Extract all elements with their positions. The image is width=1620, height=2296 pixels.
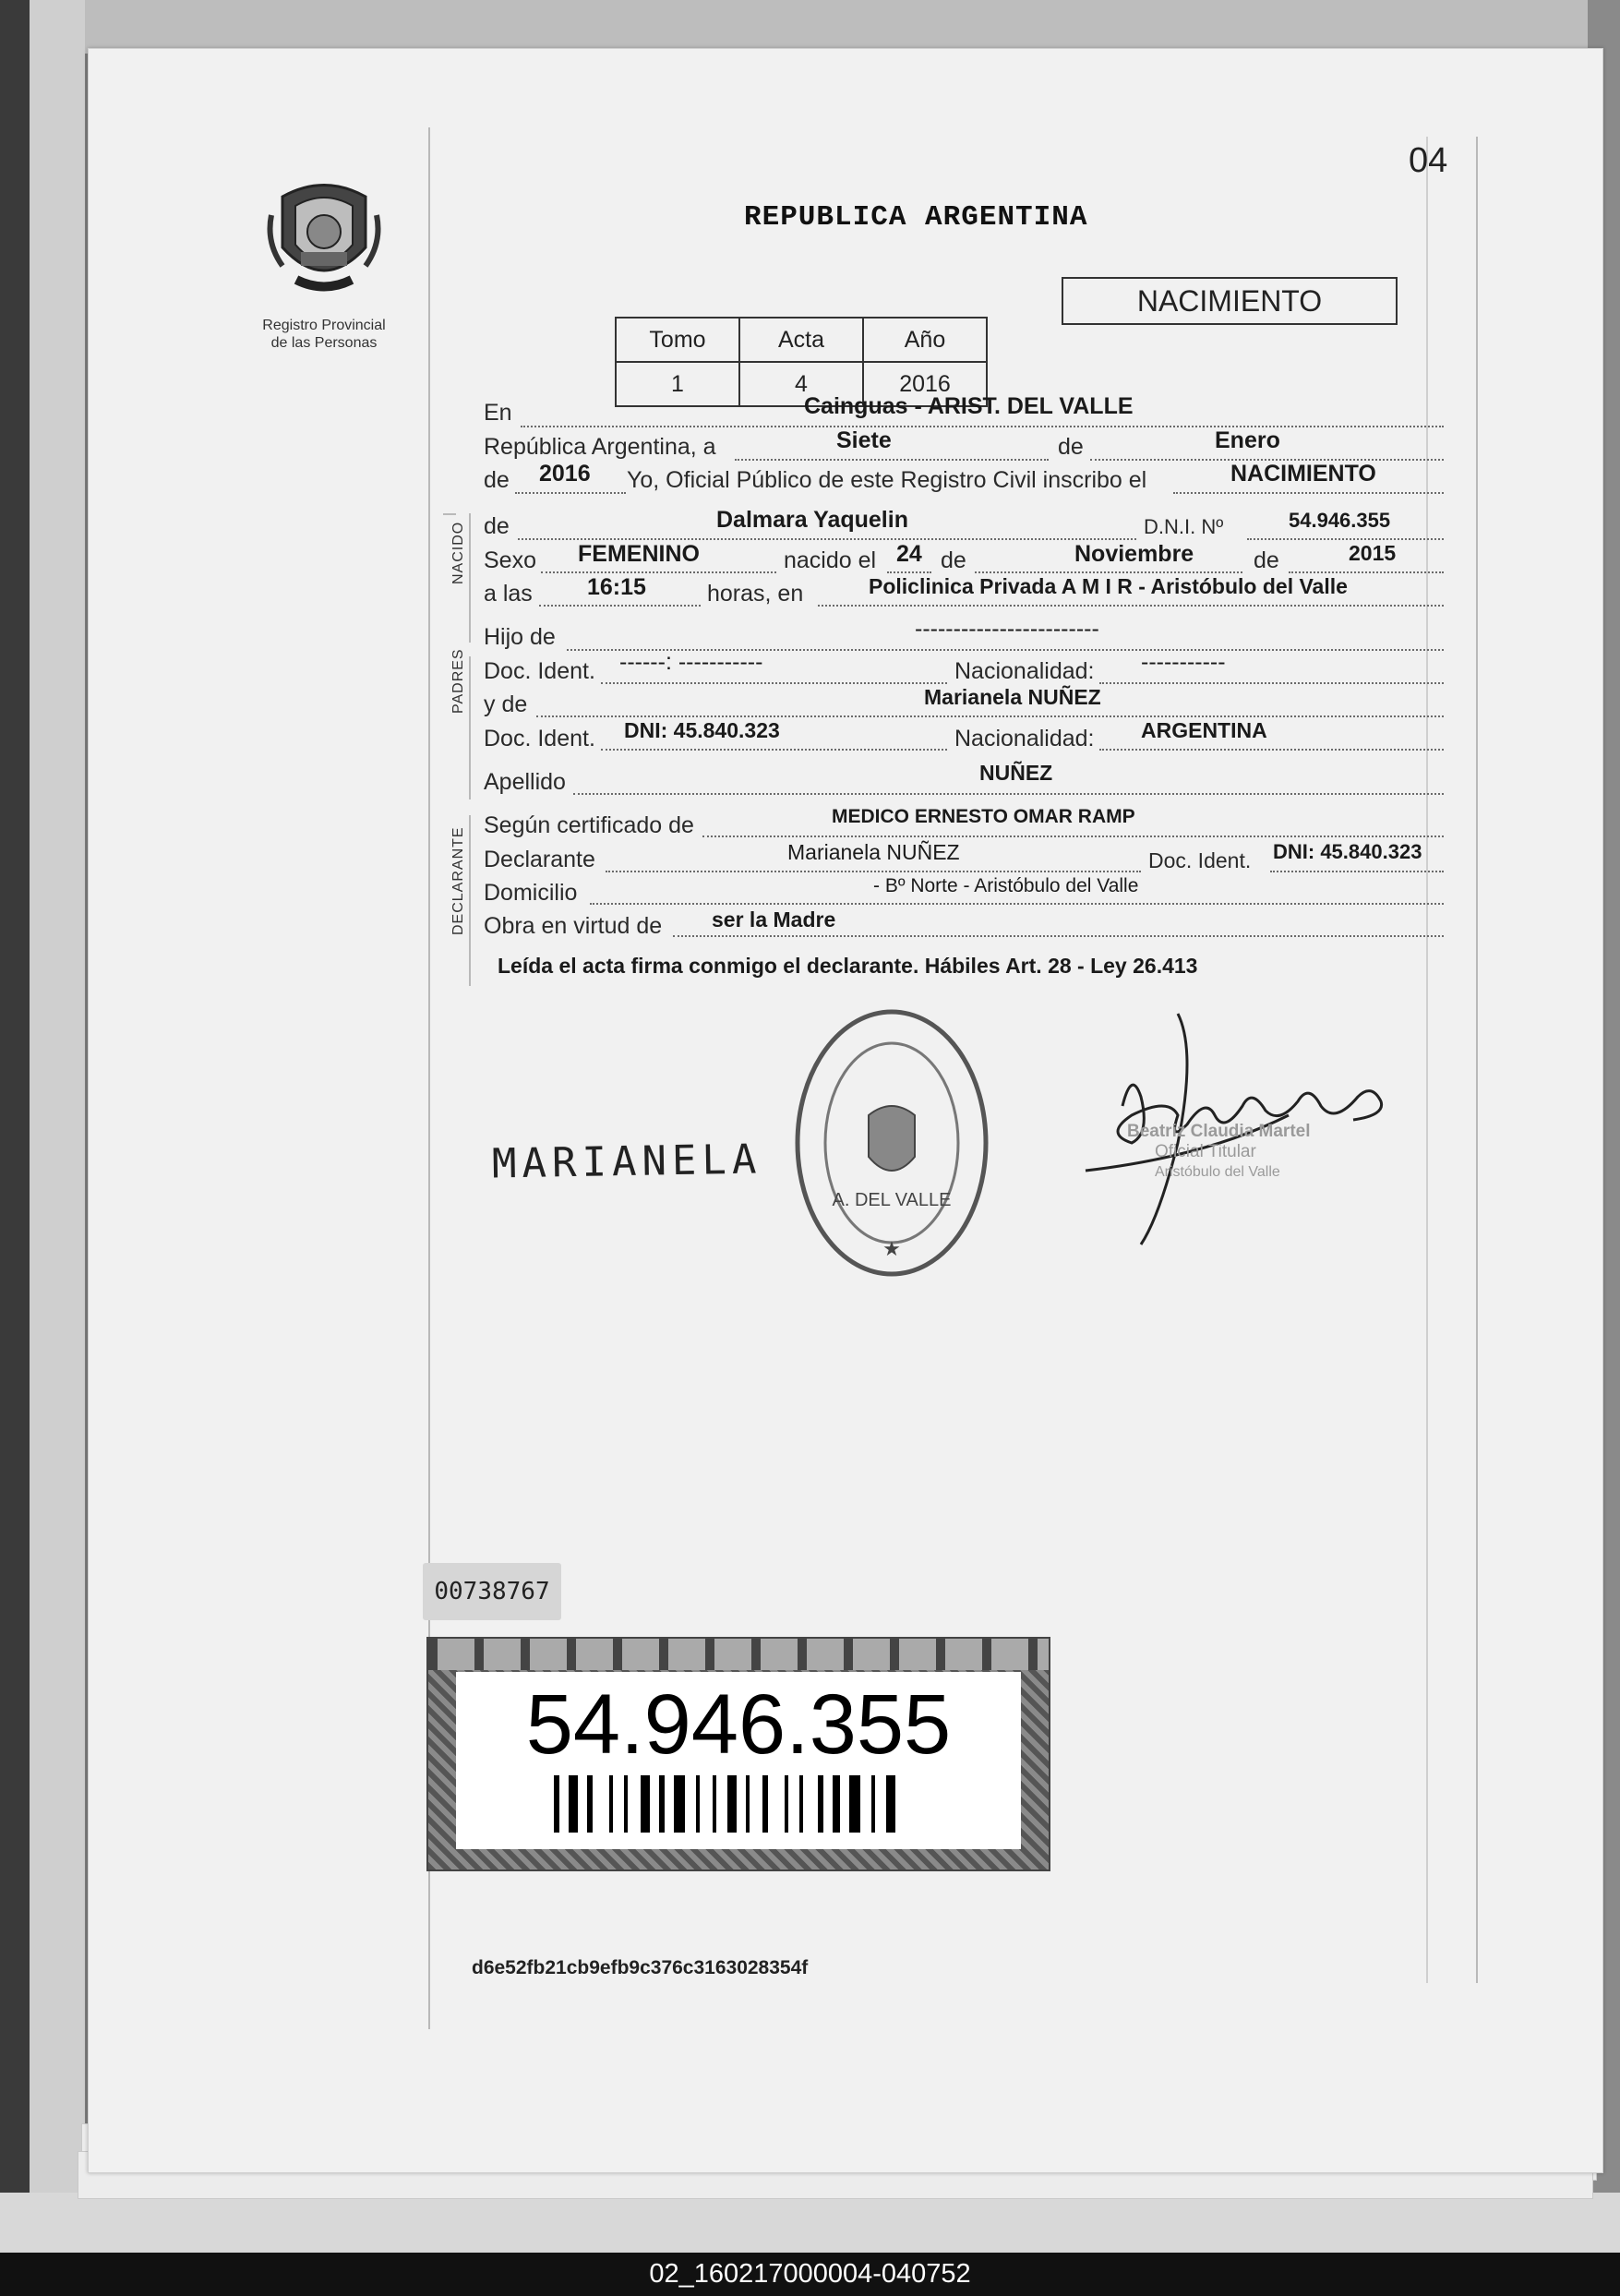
label-apellido: Apellido xyxy=(484,769,566,795)
dotted-line xyxy=(573,793,1444,795)
label-de-year: de xyxy=(484,467,510,493)
dotted-line xyxy=(539,605,701,607)
value-obra: ser la Madre xyxy=(712,908,836,932)
label-dni: D.N.I. Nº xyxy=(1144,515,1224,538)
value-father-nacionalidad: ----------- xyxy=(1141,649,1226,675)
label-certificado: Según certificado de xyxy=(484,812,694,838)
dotted-line xyxy=(515,492,626,494)
label-obra: Obra en virtud de xyxy=(484,913,663,939)
province-seal-logo xyxy=(264,178,384,298)
value-birth-year: 2015 xyxy=(1349,541,1397,565)
dotted-line xyxy=(673,935,1444,937)
dotted-line xyxy=(1247,538,1444,540)
dotted-line xyxy=(702,835,1444,837)
barcode-bar xyxy=(762,1775,768,1833)
dotted-line xyxy=(521,426,1444,427)
value-declarante: Marianela NUÑEZ xyxy=(787,840,960,864)
registry-header-0: Tomo xyxy=(616,318,739,362)
barcode-bar xyxy=(871,1775,875,1833)
barcode-bar xyxy=(587,1775,593,1833)
label-hijo-de: Hijo de xyxy=(484,624,556,650)
barcode-bar xyxy=(609,1775,613,1833)
value-dni: 54.946.355 xyxy=(1289,509,1391,532)
logo-caption xyxy=(236,317,412,352)
barcode-bar xyxy=(785,1775,788,1833)
registry-header-1: Acta xyxy=(739,318,863,362)
barcode-bar xyxy=(727,1775,737,1833)
barcode-bar xyxy=(641,1775,650,1833)
registry-table-header-row xyxy=(616,318,987,362)
value-year: 2016 xyxy=(539,461,591,487)
value-declarante-doc: DNI: 45.840.323 xyxy=(1273,840,1422,863)
logo-caption-line1: Registro Provincial xyxy=(262,318,386,333)
label-horas-en: horas, en xyxy=(707,581,804,607)
value-day: Siete xyxy=(836,427,892,453)
official-role: Oficial Titular xyxy=(1155,1142,1256,1161)
label-declarante: Declarante xyxy=(484,847,595,872)
barcode-bar xyxy=(818,1775,823,1833)
label-doc-ident-mother: Doc. Ident. xyxy=(484,726,595,751)
section-label-nacido: NACIDO xyxy=(450,521,466,584)
registry-header-2: Año xyxy=(863,318,987,362)
official-signature-caption xyxy=(1127,1122,1311,1183)
value-inscribo: NACIMIENTO xyxy=(1230,461,1376,487)
dotted-line xyxy=(1099,749,1444,751)
dotted-line xyxy=(536,715,1444,717)
barcode-bars xyxy=(554,1775,923,1833)
value-domicilio: - Bº Norte - Aristóbulo del Valle xyxy=(873,875,1139,896)
value-birth-day: 24 xyxy=(896,541,922,567)
dotted-line xyxy=(590,903,1444,905)
label-sexo: Sexo xyxy=(484,547,536,573)
registry-value-1: 4 xyxy=(739,362,863,406)
label-declarante-doc: Doc. Ident. xyxy=(1148,848,1252,872)
dotted-line xyxy=(735,459,1049,461)
label-nacionalidad-mother: Nacionalidad: xyxy=(954,726,1095,751)
text-oficial: Yo, Oficial Público de este Registro Civil inscribo el xyxy=(627,467,1147,493)
section-bracket-declarante xyxy=(469,815,471,986)
label-nacionalidad-father: Nacionalidad: xyxy=(954,658,1095,684)
barcode-bar xyxy=(799,1775,803,1833)
dotted-line xyxy=(518,538,1136,540)
value-sexo: FEMENINO xyxy=(578,541,700,567)
dotted-line xyxy=(818,605,1444,607)
stamp-inner-text: A. DEL VALLE xyxy=(832,1190,952,1210)
barcode-bar xyxy=(624,1775,628,1833)
section-bracket-padres xyxy=(469,656,471,799)
value-mother-name: Marianela NUÑEZ xyxy=(924,685,1101,709)
dotted-line xyxy=(1173,492,1444,494)
barcode-bar xyxy=(713,1775,716,1833)
barcode-number: 54.946.355 xyxy=(525,1677,952,1772)
scan-border-left-light xyxy=(30,0,85,2253)
dotted-line xyxy=(601,682,947,684)
value-child-name: Dalmara Yaquelin xyxy=(716,507,908,533)
barcode-bar xyxy=(554,1775,559,1833)
dotted-line xyxy=(1270,871,1444,872)
barcode-bar xyxy=(696,1775,700,1833)
header-title: REPUBLICA ARGENTINA xyxy=(744,201,1088,234)
section-label-padres: PADRES xyxy=(450,648,466,714)
label-y-de: y de xyxy=(484,691,528,717)
label-doc-ident-father: Doc. Ident. xyxy=(484,658,595,684)
dotted-line xyxy=(887,571,931,573)
serial-number-sticker: 00738767 xyxy=(423,1563,561,1620)
official-name: Beatriz Claudia Martel xyxy=(1127,1122,1311,1141)
value-father-doc: ------: ----------- xyxy=(619,649,763,675)
scan-border-left xyxy=(0,0,30,2253)
registry-value-2: 2016 xyxy=(863,362,987,406)
label-domicilio: Domicilio xyxy=(484,880,578,906)
label-nacido-el: nacido el xyxy=(784,547,877,573)
label-de-byear: de xyxy=(1254,547,1279,573)
value-apellido: NUÑEZ xyxy=(979,761,1053,785)
birth-certificate-page xyxy=(88,48,1603,2173)
value-mother-nacionalidad: ARGENTINA xyxy=(1141,718,1267,742)
label-de-name: de xyxy=(484,513,510,539)
value-mother-doc: DNI: 45.840.323 xyxy=(624,718,780,742)
dotted-line xyxy=(1099,682,1444,684)
barcode-box xyxy=(456,1672,1021,1849)
label-security-band xyxy=(428,1639,1049,1670)
value-place: Policlinica Privada A M I R - Aristóbulo del Valle xyxy=(869,574,1348,598)
value-time: 16:15 xyxy=(587,574,646,600)
barcode-bar xyxy=(849,1775,860,1833)
logo-caption-line2: de las Personas xyxy=(270,335,378,351)
declarant-signature: MARIANELA xyxy=(491,1136,762,1188)
section-divider xyxy=(443,513,456,515)
barcode-bar xyxy=(674,1775,685,1833)
barcode-bar xyxy=(746,1775,750,1833)
value-certificado: MEDICO ERNESTO OMAR RAMP xyxy=(832,806,1135,827)
value-locality: Cainguas - ARIST. DEL VALLE xyxy=(804,393,1134,419)
barcode-bar xyxy=(659,1775,665,1833)
label-de-month: de xyxy=(941,547,966,573)
scan-border-top xyxy=(85,0,1620,54)
file-caption: 02_160217000004-040752 xyxy=(0,2253,1620,2296)
section-label-declarante: DECLARANTE xyxy=(450,826,466,935)
barcode-bar xyxy=(569,1775,578,1833)
svg-text:★: ★ xyxy=(882,1237,901,1260)
registry-stamp xyxy=(790,1004,993,1281)
label-a-las: a las xyxy=(484,581,533,607)
label-republica: República Argentina, a xyxy=(484,434,716,460)
value-birth-month: Noviembre xyxy=(1074,541,1194,567)
barcode-label xyxy=(426,1637,1050,1871)
official-location: Aristóbulo del Valle xyxy=(1155,1164,1280,1180)
document-hash: d6e52fb21cb9efb9c376c3163028354f xyxy=(472,1957,809,1978)
closing-statement: Leída el acta firma conmigo el declarante. Hábiles Art. 28 - Ley 26.413 xyxy=(498,954,1198,978)
section-bracket-nacido xyxy=(469,513,471,643)
page-number: 04 xyxy=(1409,141,1448,180)
record-type-box: NACIMIENTO xyxy=(1062,277,1398,325)
dotted-line xyxy=(1289,571,1444,573)
dotted-line xyxy=(606,871,1141,872)
dotted-line xyxy=(541,571,776,573)
barcode-bar xyxy=(886,1775,895,1833)
value-father-name: ------------------------ xyxy=(915,616,1099,642)
value-month: Enero xyxy=(1215,427,1280,453)
registry-value-0: 1 xyxy=(616,362,739,406)
right-margin-line xyxy=(1476,137,1478,1983)
label-en: En xyxy=(484,400,512,426)
dotted-line xyxy=(601,749,947,751)
barcode-bar xyxy=(833,1775,840,1833)
label-de: de xyxy=(1058,434,1084,460)
scan-border-bottom xyxy=(0,2193,1620,2253)
dotted-line xyxy=(975,571,1242,573)
